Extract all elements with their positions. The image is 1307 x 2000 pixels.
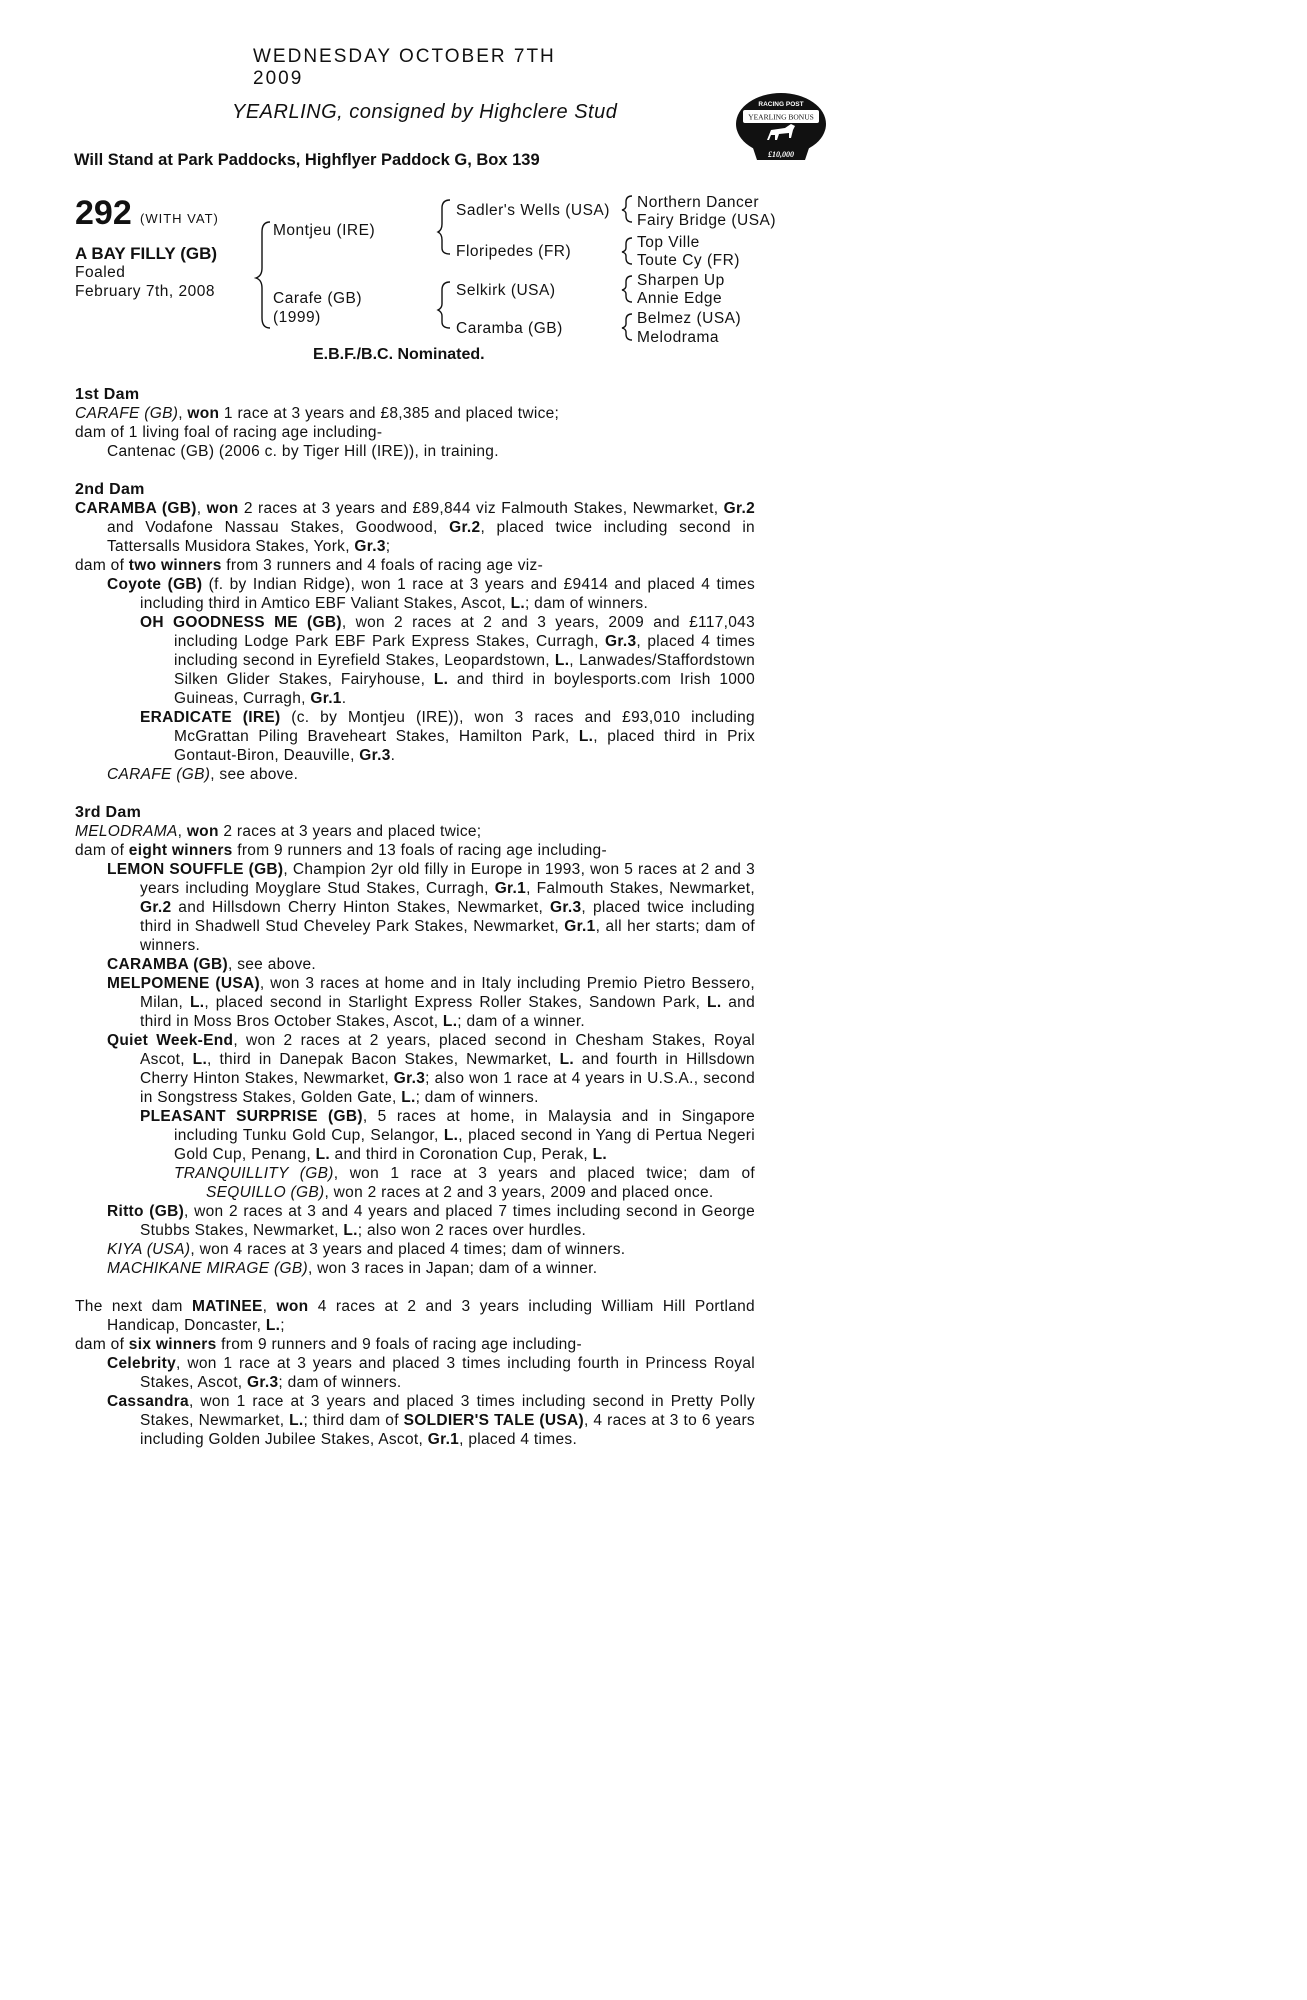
nomination-note: E.B.F./B.C. Nominated. [313,346,485,363]
badge-subtitle: YEARLING BONUS [748,112,814,122]
first-dam-heading: 1st Dam [75,386,140,403]
foaled-label: Foaled [75,264,126,281]
third-dam-heading: 3rd Dam [75,804,142,821]
first-dam-foal: Cantenac (GB) (2006 c. by Tiger Hill (IRE)), in training. [107,443,499,460]
pedigree-gen2-3: Selkirk (USA) [456,282,556,299]
produce-tranquillity: TRANQUILLITY (GB), won 1 race at 3 years and placed twice; dam of SEQUILLO (GB), won 2 races at 2 and 3 years, 2009 and placed once. [174,1165,756,1201]
pedigree-gen2-1: Sadler's Wells (USA) [456,202,610,219]
produce-melpomene: MELPOMENE (USA), won 3 races at home and in Italy including Premio Pietro Bessero, Milan, L., placed second in Starlight Express Roller Stakes, Sandown Park, L. and third in Moss Bros October Stakes, Ascot, L.; dam of a winner. [107,975,755,1030]
pedigree-dam: Carafe (GB) [273,290,363,307]
third-dam-produce: dam of eight winners from 9 runners and 13 foals of racing age including- [75,842,607,859]
pedigree-gen3-6: Annie Edge [637,290,723,307]
badge-amount: £10,000 [768,150,794,159]
produce-oh-goodness-me: OH GOODNESS ME (GB), won 2 races at 2 and 3 years, 2009 and £117,043 including Lodge Park EBF Park Express Stakes, Curragh, Gr.3, placed 4 times including second in Eyrefield Stakes, Leopardstown, L., Lanwades/Staffordstown Silken Glider Stakes, Fairyhouse, L. and third in boylesports.com Irish 1000 Guineas, Curragh, Gr.1. [140,614,756,707]
pedigree-gen3-8: Melodrama [637,329,720,346]
produce-kiya: KIYA (USA), won 4 races at 3 years and placed 4 times; dam of winners. [107,1241,626,1258]
pedigree-gen2-2: Floripedes (FR) [456,243,572,260]
produce-pleasant-surprise: PLEASANT SURPRISE (GB), 5 races at home, in Malaysia and in Singapore including Tunku Gold Cup, Selangor, L., placed second in Yang di Pertua Negeri Gold Cup, Penang, L. and third in Coronation Cup, Perak, L. [140,1108,755,1163]
pedigree-gen3-2: Fairy Bridge (USA) [637,212,777,229]
first-dam-line: CARAFE (GB), won 1 race at 3 years and £8,385 and placed twice; [75,405,560,422]
badge-title: RACING POST [758,101,804,108]
pedigree-dam-year: (1999) [273,309,321,326]
pedigree-gen3-3: Top Ville [637,234,700,251]
pedigree-gen3-7: Belmez (USA) [637,310,742,327]
stand-location: Will Stand at Park Paddocks, Highflyer Paddock G, Box 139 [74,151,540,169]
produce-ritto: Ritto (GB), won 2 races at 3 and 4 years and placed 7 times including second in George Stubbs Stakes, Newmarket, L.; also won 2 races over hurdles. [107,1203,755,1239]
produce-coyote: Coyote (GB) (f. by Indian Ridge), won 1 race at 3 years and £9414 and placed 4 times including third in Amtico EBF Valiant Stakes, Ascot, L.; dam of winners. [107,576,756,612]
consignment-line: YEARLING, consigned by Highclere Stud [232,101,618,123]
pedigree-gen3-4: Toute Cy (FR) [637,252,740,269]
first-dam-produce: dam of 1 living foal of racing age including- [75,424,383,441]
second-dam-line: CARAMBA (GB), won 2 races at 3 years and £89,844 viz Falmouth Stakes, Newmarket, Gr.2 and Vodafone Nassau Stakes, Goodwood, Gr.2, placed twice including second in Tattersalls Musidora Stakes, York, Gr.3; [75,500,755,555]
next-dam-line: The next dam MATINEE, won 4 races at 2 and 3 years including William Hill Portland Handicap, Doncaster, L.; [75,1298,755,1334]
produce-celebrity: Celebrity, won 1 race at 3 years and placed 3 times including fourth in Princess Royal Stakes, Ascot, Gr.3; dam of winners. [107,1355,755,1391]
vat-note: (WITH VAT) [140,211,219,226]
pedigree-gen2-4: Caramba (GB) [456,320,563,337]
next-dam-produce: dam of six winners from 9 runners and 9 foals of racing age including- [75,1336,582,1353]
produce-quiet-week-end: Quiet Week-End, won 2 races at 2 years, placed second in Chesham Stakes, Royal Ascot, L., third in Danepak Bacon Stakes, Newmarket, L. and fourth in Hillsdown Cherry Hinton Stakes, Newmarket, Gr.3; also won 1 race at 4 years in U.S.A., second in Songstress Stakes, Golden Gate, L.; dam of winners. [107,1032,755,1106]
second-dam-produce: dam of two winners from 3 runners and 4 foals of racing age viz- [75,557,544,574]
horse-description: A BAY FILLY (GB) [75,244,218,263]
foaled-date: February 7th, 2008 [75,283,215,300]
catalogue-body [75,385,755,1449]
third-dam-line: MELODRAMA, won 2 races at 3 years and placed twice; [75,823,482,840]
pedigree-gen3-5: Sharpen Up [637,272,725,289]
produce-machikane-mirage: MACHIKANE MIRAGE (GB), won 3 races in Japan; dam of a winner. [107,1260,598,1277]
pedigree-gen3-1: Northern Dancer [637,194,760,211]
second-dam-heading: 2nd Dam [75,481,145,498]
produce-eradicate: ERADICATE (IRE) (c. by Montjeu (IRE)), won 3 races and £93,010 including McGrattan Piling Braveheart Stakes, Hamilton Park, L., placed third in Prix Gontaut-Biron, Deauville, Gr.3. [140,709,755,764]
produce-carafe: CARAFE (GB), see above. [107,766,299,783]
produce-lemon-souffle: LEMON SOUFFLE (GB), Champion 2yr old filly in Europe in 1993, won 5 races at 2 and 3 years including Moyglare Stud Stakes, Curragh, Gr.1, Falmouth Stakes, Newmarket, Gr.2 and Hillsdown Cherry Hinton Stakes, Newmarket, Gr.3, placed twice including third in Shadwell Stud Cheveley Park Stakes, Newmarket, Gr.1, all her starts; dam of winners. [107,861,756,954]
produce-caramba: CARAMBA (GB), see above. [107,956,317,973]
produce-cassandra: Cassandra, won 1 race at 3 years and placed 3 times including second in Pretty Polly Stakes, Newmarket, L.; third dam of SOLDIER'S TALE (USA), 4 races at 3 to 6 years including Golden Jubilee Stakes, Ascot, Gr.1, placed 4 times. [107,1393,755,1448]
lot-number: 292 [75,194,132,232]
sale-date: WEDNESDAY OCTOBER 7TH 2009 [253,46,556,89]
pedigree-sire: Montjeu (IRE) [273,222,376,239]
